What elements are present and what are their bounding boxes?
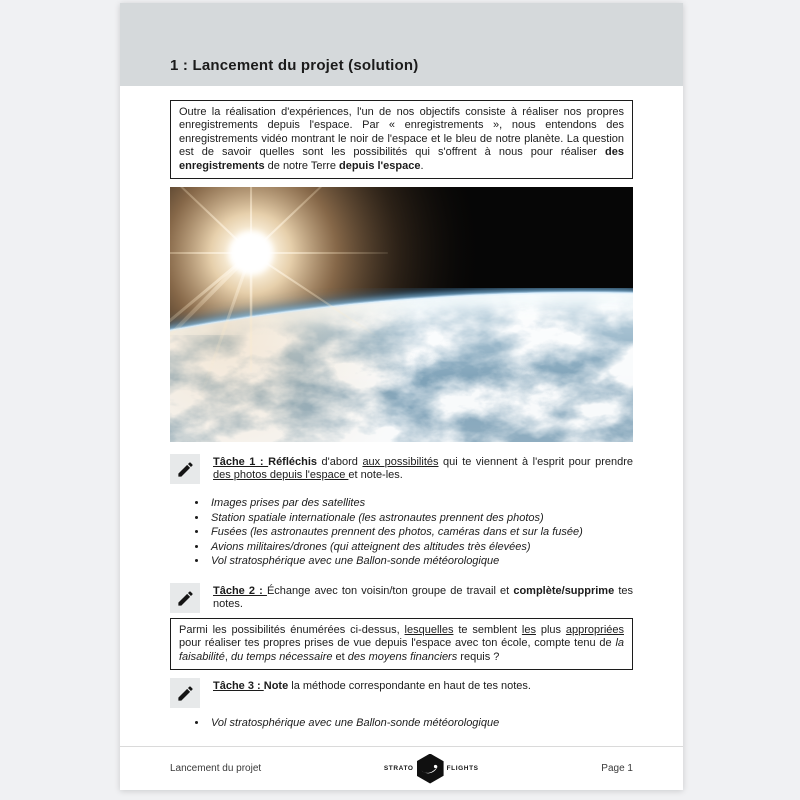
text-segment: les xyxy=(521,624,536,636)
text-segment: des photos depuis l'espace xyxy=(213,469,349,482)
list-item: • Vol stratosphérique avec une Ballon-sonde météorologique xyxy=(208,716,633,731)
logo-text-flights: FLIGHTS xyxy=(446,765,479,772)
text-segment: appropriées xyxy=(565,624,624,636)
text-segment: te semblent xyxy=(453,624,522,636)
text-segment: qui te viennent à l'esprit pour prendre xyxy=(438,456,634,469)
pencil-icon xyxy=(170,454,200,484)
text-segment: . xyxy=(420,159,424,172)
text-segment: de notre Terre xyxy=(264,159,339,172)
text-segment: , xyxy=(224,650,231,663)
question-box xyxy=(170,618,633,670)
list-item: • Fusées (les astronautes prennent des photos, caméras dans et sur la fusée) xyxy=(208,525,633,540)
task-row-3 xyxy=(170,678,633,708)
text-segment: plus xyxy=(535,624,566,636)
text-segment: depuis l'espace xyxy=(339,159,421,172)
list-item: • Avions militaires/drones (qui atteignent des altitudes très élevées) xyxy=(208,540,633,555)
text-segment: Parmi les possibilités énumérées ci-dessus, xyxy=(179,624,405,636)
document-page xyxy=(120,3,683,790)
text-segment: du temps nécessaire xyxy=(230,650,333,663)
page-title: 1 : Lancement du projet (solution) xyxy=(170,57,419,74)
text-segment: requis ? xyxy=(457,650,500,663)
earth-horizon-photo xyxy=(170,187,633,442)
text-segment: pour réaliser tes propres prises de vue depuis l'espace avec ton école, compte tenu de xyxy=(179,637,616,650)
page-header xyxy=(120,3,683,86)
question-text xyxy=(179,624,624,664)
task1-bullet-list xyxy=(170,496,633,569)
task1-text xyxy=(213,454,633,483)
text-segment: des enregistrements xyxy=(179,146,624,172)
text-segment: Note xyxy=(263,680,289,693)
text-segment: des moyens financiers xyxy=(347,650,458,663)
text-segment: la méthode correspondante en haut de tes notes. xyxy=(288,680,531,693)
list-item: • Images prises par des satellites xyxy=(208,496,633,511)
text-segment: Tâche 1 : xyxy=(213,456,269,469)
text-segment: Réfléchis xyxy=(268,456,318,469)
intro-text xyxy=(179,106,624,173)
text-segment: et note-les. xyxy=(348,469,403,482)
logo-text-strato: STRATO xyxy=(383,765,414,772)
text-segment: lesquelles xyxy=(404,624,454,636)
text-segment: tes notes. xyxy=(213,585,633,611)
logo-hexagon-balloon-icon xyxy=(417,754,444,784)
text-segment: d'abord xyxy=(317,456,363,469)
text-segment: aux possibilités xyxy=(362,456,439,469)
list-item: • Station spatiale internationale (les astronautes prennent des photos) xyxy=(208,511,633,526)
strato-flights-logo xyxy=(384,754,479,784)
page-number: Page 1 xyxy=(601,763,633,774)
text-segment: la faisabilité xyxy=(179,637,624,663)
footer-document-title: Lancement du projet xyxy=(170,763,262,774)
task2-text xyxy=(213,583,633,612)
page-content xyxy=(120,86,683,731)
intro-box xyxy=(170,100,633,179)
text-segment: Outre la réalisation d'expériences, l'un de nos objectifs consiste à réaliser nos propres enregistrements depuis l'espace. Par « enregistrements », nous entendons des enregistrements vidéo montrant le noir de l'espace et le bleu de notre planète. La question est de savoir quelles sont les possibilités qui s'offrent à nous pour réaliser xyxy=(179,106,624,159)
task3-bullet-list xyxy=(170,716,633,731)
text-segment: Tâche 2 : xyxy=(213,585,267,597)
text-segment: Tâche 3 : xyxy=(213,680,264,693)
task3-text xyxy=(213,678,633,693)
pencil-icon xyxy=(170,678,200,708)
text-segment: Échange avec ton voisin/ton groupe de travail et xyxy=(266,585,514,597)
earth-photo-graphic xyxy=(170,187,633,442)
text-segment: complète/supprime xyxy=(513,585,615,597)
page-footer xyxy=(120,746,683,790)
pencil-icon xyxy=(170,583,200,613)
task-row-2 xyxy=(170,583,633,613)
task-row-1 xyxy=(170,454,633,484)
text-segment: et xyxy=(332,650,348,663)
list-item: • Vol stratosphérique avec une Ballon-sonde météorologique xyxy=(208,554,633,569)
